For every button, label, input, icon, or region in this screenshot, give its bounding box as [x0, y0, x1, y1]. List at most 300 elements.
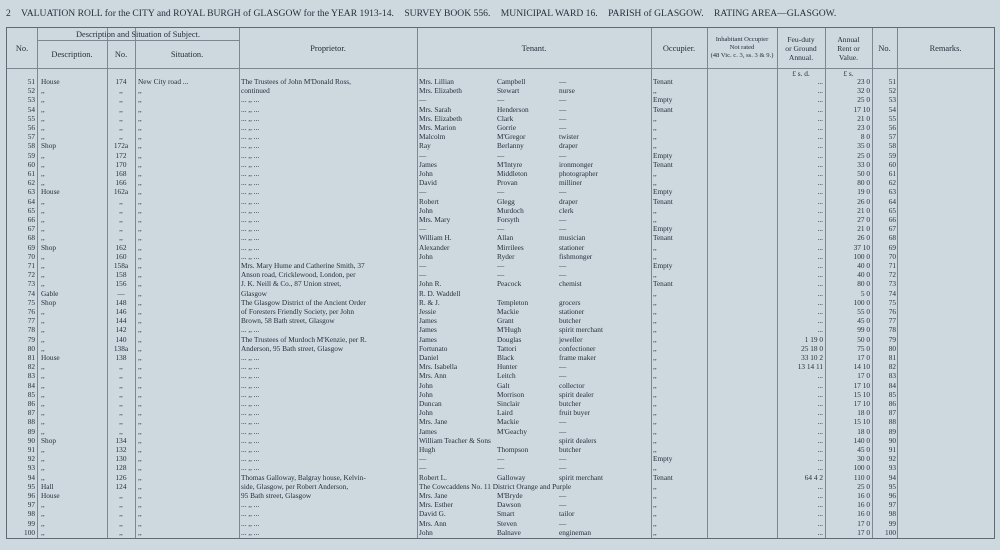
occupier: ,, [653, 87, 657, 96]
row-number: 53 [27, 96, 35, 105]
feu-duty: ... [817, 455, 823, 464]
tenant-surname: — [497, 96, 505, 105]
proprietor: ... ,, ... [241, 96, 260, 105]
proprietor: ... ,, ... [241, 372, 260, 381]
annual-value: 55 0 [857, 308, 870, 316]
tenant-first-name: Mrs. Elizabeth [419, 87, 462, 96]
table-row [7, 299, 994, 307]
tenant-surname: M'Bryde [497, 492, 523, 500]
proprietor: ... ,, ... [241, 464, 260, 473]
row-number-right: 64 [888, 197, 896, 206]
page-title: VALUATION ROLL for the CITY and ROYAL BURGH of GLASGOW for the YEAR 1913-14. [21, 8, 394, 19]
feu-duty: ... [817, 409, 823, 418]
occupier: ,, [653, 252, 657, 261]
annual-value: 25 0 [857, 482, 870, 491]
row-number-right: 87 [888, 409, 896, 418]
proprietor: Mrs. Mary Hume and Catherine Smith, 37 [241, 262, 365, 270]
row-number-right: 51 [888, 78, 896, 86]
row-number: 97 [27, 501, 35, 510]
feu-duty: ... [817, 243, 823, 252]
occupier: Empty [653, 455, 673, 464]
situation: ,, [138, 418, 142, 427]
description: ,, [41, 197, 45, 206]
tenant-surname: Douglas [497, 335, 522, 344]
table-row [7, 363, 994, 371]
annual-value: 50 0 [857, 170, 870, 178]
tenant-surname: Gorrie [497, 124, 517, 132]
table-row [7, 133, 994, 141]
tenant-first-name: John [419, 170, 433, 178]
situation: ,, [138, 427, 142, 436]
situation: ,, [138, 87, 142, 96]
row-number-right: 63 [888, 188, 896, 197]
row-number: 75 [27, 298, 35, 307]
tenant-first-name: — [419, 262, 427, 270]
table-row [7, 382, 994, 390]
table-row [7, 216, 994, 224]
row-number-right: 72 [888, 271, 896, 280]
situation: ,, [138, 105, 142, 114]
tenant-first-name: James [419, 427, 437, 436]
tenant-occupation: spirit dealer [559, 390, 594, 399]
annual-value: 25 0 [857, 151, 870, 160]
annual-value: 16 0 [857, 510, 870, 519]
description: ,, [41, 87, 45, 96]
annual-value: 75 0 [857, 344, 870, 353]
street-number: 156 [115, 280, 127, 289]
description: ,, [41, 400, 45, 408]
table-row [7, 418, 994, 426]
row-number: 85 [27, 390, 35, 399]
table-row [7, 96, 994, 104]
table-row [7, 78, 994, 86]
proprietor: ... ,, ... [241, 243, 260, 252]
tenant-first-name: Mrs. Elizabeth [419, 114, 462, 123]
proprietor: ... ,, ... [241, 160, 260, 169]
row-number: 79 [27, 335, 35, 344]
feu-duty: ... [817, 78, 823, 86]
proprietor: ... ,, ... [241, 381, 260, 390]
situation: ,, [138, 446, 142, 454]
table-row [7, 142, 994, 150]
tenant-surname: Stewart [497, 87, 520, 96]
annual-value: 17 0 [857, 528, 870, 537]
proprietor: ... ,, ... [241, 436, 260, 445]
proprietor: ... ,, ... [241, 151, 260, 160]
row-number: 52 [27, 87, 35, 96]
row-number-right: 97 [888, 501, 896, 510]
situation: ,, [138, 298, 142, 307]
annual-value: 18 0 [857, 409, 870, 418]
occupier: ,, [653, 501, 657, 510]
tenant-first-name: Mrs. Isabella [419, 363, 458, 372]
row-number-right: 93 [888, 464, 896, 473]
row-number: 72 [27, 271, 35, 280]
situation: ,, [138, 96, 142, 105]
feu-duty: ... [817, 87, 823, 96]
description: ,, [41, 308, 45, 316]
street-number: ,, [119, 501, 123, 510]
tenant-surname: Smart [497, 510, 515, 519]
row-number: 99 [27, 519, 35, 528]
tenant-occupation: butcher [559, 317, 581, 326]
tenant-surname: Clark [497, 114, 514, 123]
row-number: 95 [27, 482, 35, 491]
description: ,, [41, 446, 45, 454]
occupier: ,, [653, 335, 657, 344]
proprietor: ... ,, ... [241, 427, 260, 436]
tenant-first-name: Mrs. Jane [419, 492, 448, 500]
table-row [7, 437, 994, 445]
table-row [7, 308, 994, 316]
proprietor: ... ,, ... [241, 363, 260, 372]
table-row [7, 455, 994, 463]
occupier: ,, [653, 519, 657, 528]
description: Gable [41, 289, 59, 298]
survey-book: SURVEY BOOK 556. [404, 8, 491, 19]
proprietor: ... ,, ... [241, 252, 260, 261]
tenant-surname: Middleton [497, 170, 528, 178]
description: Shop [41, 142, 57, 151]
annual-value: 5 0 [860, 289, 870, 298]
row-number: 81 [27, 354, 35, 362]
tenant-first-name: — [419, 464, 427, 473]
tenant-surname: — [497, 271, 505, 280]
annual-value: 40 0 [857, 271, 870, 280]
feu-duty: ... [817, 96, 823, 105]
description: House [41, 188, 60, 197]
tenant-first-name: — [419, 225, 427, 234]
annual-value: 16 0 [857, 492, 870, 500]
feu-duty: ... [817, 372, 823, 381]
proprietor: ... ,, ... [241, 390, 260, 399]
proprietor: ... ,, ... [241, 114, 260, 123]
situation: ,, [138, 188, 142, 197]
proprietor: ... ,, ... [241, 225, 260, 234]
proprietor: ... ,, ... [241, 528, 260, 537]
row-number-right: 57 [888, 133, 896, 142]
occupier: Tenant [653, 78, 673, 86]
tenant-first-name: Mrs. Esther [419, 501, 454, 510]
feu-duty: ... [817, 298, 823, 307]
situation: ,, [138, 271, 142, 280]
row-number: 96 [27, 492, 35, 500]
occupier: ,, [653, 344, 657, 353]
street-number: ,, [119, 409, 123, 418]
tenant-first-name: Hugh [419, 446, 436, 454]
tenant-occupation: — [559, 455, 567, 464]
row-number-right: 91 [888, 446, 896, 454]
tenant-occupation: butcher [559, 400, 581, 408]
tenant-surname: Murdoch [497, 206, 524, 215]
row-number: 69 [27, 243, 35, 252]
description: ,, [41, 170, 45, 178]
proprietor: side, Glasgow, per Robert Anderson, [241, 482, 349, 491]
tenant-occupation: spirit merchant [559, 326, 603, 335]
row-number-right: 68 [888, 234, 896, 243]
annual-value: 45 0 [857, 446, 870, 454]
municipal-ward: MUNICIPAL WARD 16. [500, 8, 598, 19]
table-row [7, 336, 994, 344]
tenant-occupation: — [559, 151, 567, 160]
tenant-first-name: — [419, 271, 427, 280]
col-header-annual-value: Annual Rent or Value. [837, 34, 860, 62]
page-header [6, 8, 996, 22]
row-number: 77 [27, 317, 35, 326]
feu-duty: ... [817, 317, 823, 326]
tenant-first-name: — [419, 188, 427, 197]
street-number: 158 [115, 271, 127, 280]
tenant-surname: Berlanny [497, 142, 524, 151]
row-number-right: 56 [888, 124, 896, 132]
occupier: ,, [653, 308, 657, 316]
row-number-right: 80 [888, 344, 896, 353]
row-number-right: 78 [888, 326, 896, 335]
annual-value: 14 10 [853, 363, 870, 372]
tenant-occupation: stationer [559, 243, 585, 252]
col-header-situation: Situation. [170, 49, 204, 59]
col-header-inhabitant-occupier: Inhabitant Occupier Not rated (48 Vic. c. 3, ss. 3 & 9.) [710, 36, 774, 59]
description: ,, [41, 216, 45, 224]
tenant-occupation: — [559, 124, 567, 132]
street-number: 166 [115, 179, 127, 188]
feu-duty: ... [817, 252, 823, 261]
occupier: Tenant [653, 160, 673, 169]
situation: ,, [138, 344, 142, 353]
row-number: 80 [27, 344, 35, 353]
occupier: ,, [653, 133, 657, 142]
street-number: ,, [119, 492, 123, 500]
proprietor: Glasgow [241, 289, 267, 298]
table-row [7, 188, 994, 196]
tenant-first-name: R. & J. [419, 298, 440, 307]
tenant-first-name: Mrs. Sarah [419, 105, 452, 114]
feu-duty: ... [817, 133, 823, 142]
annual-value: 17 10 [853, 105, 870, 114]
street-number: ,, [119, 206, 123, 215]
proprietor: ... ,, ... [241, 510, 260, 519]
row-number: 78 [27, 326, 35, 335]
street-number: 142 [115, 326, 127, 335]
tenant-occupation: jeweller [559, 335, 583, 344]
proprietor: ... ,, ... [241, 179, 260, 188]
tenant-first-name: Mrs. Jane [419, 418, 448, 427]
tenant-surname: Henderson [497, 105, 529, 114]
feu-duty: 13 14 11 [797, 363, 823, 372]
feu-duty: ... [817, 262, 823, 270]
street-number: 172 [115, 151, 127, 160]
description: ,, [41, 317, 45, 326]
proprietor: ... ,, ... [241, 354, 260, 362]
description: Shop [41, 298, 57, 307]
feu-duty: ... [817, 197, 823, 206]
tenant-surname: Galloway [497, 473, 526, 482]
col-header-no: No. [15, 43, 29, 53]
table-row [7, 179, 994, 187]
situation: ,, [138, 216, 142, 224]
proprietor: ... ,, ... [241, 124, 260, 132]
situation: ,, [138, 170, 142, 178]
street-number: 140 [115, 335, 127, 344]
tenant-surname: Templeton [497, 298, 529, 307]
feu-duty: ... [817, 271, 823, 280]
description: ,, [41, 427, 45, 436]
row-number: 55 [27, 114, 35, 123]
description: ,, [41, 528, 45, 537]
row-number-right: 54 [888, 105, 896, 114]
feu-duty: ... [817, 216, 823, 224]
annual-value: 21 0 [857, 206, 870, 215]
situation: ,, [138, 133, 142, 142]
tenant-surname: Galt [497, 381, 510, 390]
tenant-occupation: collector [559, 381, 585, 390]
row-number-right: 79 [888, 335, 896, 344]
tenant-first-name: John [419, 206, 433, 215]
occupier: ,, [653, 124, 657, 132]
tenant-occupation: draper [559, 142, 578, 151]
situation: ,, [138, 280, 142, 289]
street-number: ,, [119, 381, 123, 390]
row-number-right: 52 [888, 87, 896, 96]
table-row [7, 354, 994, 362]
tenant-first-name: John R. [419, 280, 442, 289]
feu-duty: ... [817, 170, 823, 178]
situation: ,, [138, 234, 142, 243]
description: House [41, 354, 60, 362]
row-number-right: 53 [888, 96, 896, 105]
tenant-first-name: Malcolm [419, 133, 446, 142]
occupier: Empty [653, 262, 673, 270]
tenant-first-name: Jessie [419, 308, 437, 316]
tenant-surname: Laird [497, 409, 513, 418]
row-number: 94 [27, 473, 35, 482]
street-number: 130 [115, 455, 127, 464]
proprietor: ... ,, ... [241, 188, 260, 197]
situation: ,, [138, 501, 142, 510]
street-number: 162 [115, 243, 127, 252]
situation: ,, [138, 243, 142, 252]
street-number: 170 [115, 160, 127, 169]
description: ,, [41, 179, 45, 188]
row-number: 65 [27, 206, 35, 215]
value-units: £ s. [843, 70, 854, 78]
row-number: 74 [27, 289, 35, 298]
tenant-surname: Campbell [497, 78, 526, 86]
row-number-right: 55 [888, 114, 896, 123]
table-row [7, 446, 994, 454]
annual-value: 110 0 [853, 473, 870, 482]
annual-value: 26 0 [857, 197, 870, 206]
table-row [7, 492, 994, 500]
row-number: 90 [27, 436, 35, 445]
occupier: ,, [653, 464, 657, 473]
description: ,, [41, 363, 45, 372]
proprietor: ... ,, ... [241, 501, 260, 510]
occupier: ,, [653, 216, 657, 224]
feu-duty: ... [817, 142, 823, 151]
feu-duty: ... [817, 501, 823, 510]
row-number-right: 73 [888, 280, 896, 289]
occupier: ,, [653, 179, 657, 188]
tenant-first-name: The Cowcaddens No. 11 District Orange and Purple [419, 482, 572, 491]
page-number: 2 [6, 8, 11, 19]
row-number: 89 [27, 427, 35, 436]
proprietor: continued [241, 87, 270, 96]
tenant-first-name: — [419, 96, 427, 105]
annual-value: 16 0 [857, 501, 870, 510]
row-number: 83 [27, 372, 35, 381]
street-number: ,, [119, 418, 123, 427]
situation: ,, [138, 252, 142, 261]
situation: ,, [138, 492, 142, 500]
row-number: 61 [27, 170, 35, 178]
street-number: 148 [115, 298, 127, 307]
street-number: 132 [115, 446, 127, 454]
tenant-occupation: — [559, 519, 567, 528]
tenant-first-name: Mrs. Ann [419, 372, 447, 381]
table-row [7, 520, 994, 528]
feu-units: £ s. d. [792, 70, 810, 78]
occupier: ,, [653, 381, 657, 390]
annual-value: 140 0 [853, 436, 870, 445]
table-row [7, 483, 994, 491]
situation: ,, [138, 510, 142, 519]
col-header-tenant: Tenant. [521, 43, 547, 53]
proprietor: ... ,, ... [241, 418, 260, 427]
row-number-right: 74 [888, 289, 896, 298]
table-row [7, 234, 994, 242]
tenant-occupation: — [559, 418, 567, 427]
feu-duty: ... [817, 114, 823, 123]
street-number: ,, [119, 96, 123, 105]
description: ,, [41, 262, 45, 270]
table-row [7, 428, 994, 436]
description: ,, [41, 96, 45, 105]
description: ,, [41, 473, 45, 482]
tenant-surname: Peacock [497, 280, 522, 289]
description: Hall [41, 482, 54, 491]
row-number: 58 [27, 142, 35, 151]
tenant-surname: Steven [497, 519, 517, 528]
street-number: 138 [115, 354, 127, 362]
occupier: ,, [653, 372, 657, 381]
table-row [7, 409, 994, 417]
tenant-first-name: — [419, 455, 427, 464]
tenant-first-name: David [419, 179, 437, 188]
tenant-first-name: John [419, 390, 433, 399]
feu-duty: ... [817, 234, 823, 243]
description: ,, [41, 225, 45, 234]
occupier: Empty [653, 188, 673, 197]
annual-value: 32 0 [857, 87, 870, 96]
row-number-right: 76 [888, 308, 896, 316]
occupier: ,, [653, 427, 657, 436]
feu-duty: 33 10 2 [801, 354, 823, 362]
row-number: 60 [27, 160, 35, 169]
proprietor: ... ,, ... [241, 400, 260, 408]
col-header-feu-duty: Feu-duty or Ground Annual. [785, 34, 817, 62]
tenant-surname: — [497, 225, 505, 234]
row-number-right: 94 [888, 473, 896, 482]
feu-duty: ... [817, 206, 823, 215]
occupier: ,, [653, 114, 657, 123]
tenant-occupation: — [559, 78, 567, 86]
situation: ,, [138, 179, 142, 188]
tenant-surname: — [497, 262, 505, 270]
street-number: 172a [113, 142, 129, 151]
proprietor: Brown, 58 Bath street, Glasgow [241, 317, 335, 326]
row-number: 82 [27, 363, 35, 372]
